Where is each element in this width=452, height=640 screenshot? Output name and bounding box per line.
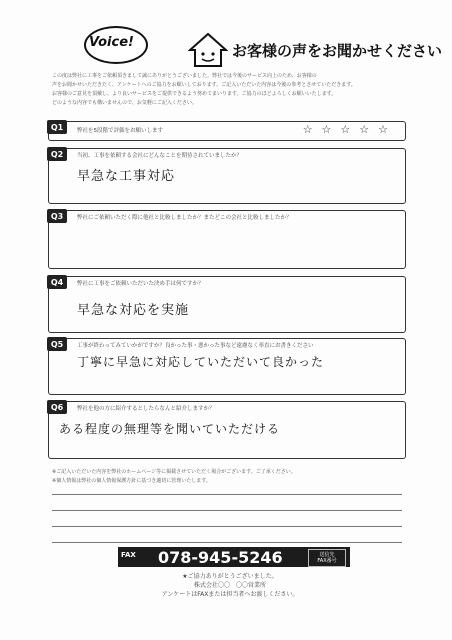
question-box-q1 (48, 121, 406, 141)
question-label: Q3 (47, 209, 67, 223)
question-label: Q4 (47, 275, 67, 289)
house-icon (188, 32, 228, 68)
question-label: Q2 (47, 147, 67, 161)
fax-label: FAX (121, 551, 136, 559)
write-line (52, 510, 402, 511)
voice-badge-label: Voice! (89, 35, 134, 50)
thanks-line: ★ご協力ありがとうございました。 (182, 573, 278, 580)
intro-line: どのような内容でも構いませんので、お気軽にご記入ください。 (52, 100, 197, 106)
answer-text[interactable]: 丁寧に早急に対応していただいて良かった (77, 355, 325, 369)
footer-line: ※ご記入いただいた内容を弊社のホームページ等に掲載させていただく場合がございます。ご了承ください。 (52, 469, 296, 475)
write-line (52, 526, 402, 527)
question-text: 弊社に工事をご依頼いただいた決め手は何ですか？ (77, 281, 204, 287)
intro-line: この度は弊社に工事をご依頼頂きまして誠にありがとうございました。弊社では今後のサービス向上のため、お客様の (52, 73, 317, 79)
rating-stars[interactable]: ☆☆☆☆☆ (302, 123, 397, 136)
page-title: お客様の声をお聞かせください (232, 42, 443, 60)
fax-number: 078-945-5246 (158, 548, 283, 567)
fax-tag-bottom: FAX番号 (317, 558, 337, 564)
thanks-text (100, 572, 360, 599)
footer-line: ※個人情報は弊社の個人情報保護方針に基づき適切に管理いたします。 (52, 478, 211, 484)
answer-text[interactable]: ある程度の無理等を聞いていただける (59, 422, 281, 436)
question-box-q4 (48, 276, 406, 333)
header (70, 22, 443, 70)
question-box-q2 (48, 148, 406, 204)
question-text: 弊社を5段階で評価をお願いします (77, 128, 164, 134)
fax-tag-top: 送信先 (319, 552, 335, 558)
write-line (52, 542, 402, 543)
intro-line: お客様のご意見を頂戴し、より良いサービスをご提供できるよう努めてまいります。ご協力のほどよろしくお願いいたします。 (52, 91, 337, 97)
fax-banner (118, 547, 350, 567)
question-label: Q1 (47, 120, 67, 134)
write-line (52, 494, 402, 495)
footer-notes (52, 468, 402, 486)
intro-line: 声をお聞かせいただきたく、アンケートへのご協力をお願いしております。ご記入いただいた内容は今後の参考とさせていただきます。 (52, 82, 356, 88)
intro-text (52, 72, 402, 108)
answer-text[interactable]: 早急な工事対応 (77, 169, 176, 184)
fax-tag (308, 549, 346, 567)
question-box-q6 (48, 401, 406, 459)
question-text: 弊社を他の方に紹介するとしたらなんと紹介しますか？ (77, 406, 215, 412)
question-box-q5 (48, 338, 406, 395)
thanks-line: 株式会社〇〇 〇〇営業所 (193, 582, 266, 589)
question-label: Q5 (47, 337, 67, 351)
answer-text[interactable]: 早急な対応を実施 (77, 303, 190, 318)
question-box-q3 (48, 210, 406, 269)
question-text: 弊社にご依頼いただく際に他社と比較しましたか？またどこの会社と比較しましたか？ (77, 215, 292, 221)
question-text: 当初、工事を依頼する会社にどんなことを期待されていましたか？ (77, 153, 243, 159)
thanks-line: アンケートはFAXまたは担当者へお渡しください。 (161, 591, 299, 598)
question-label: Q6 (47, 400, 67, 414)
question-text: 工事が終わってみていかがですか？良かった事・悪かった事など遠慮なく率直にお書きください (77, 343, 314, 349)
